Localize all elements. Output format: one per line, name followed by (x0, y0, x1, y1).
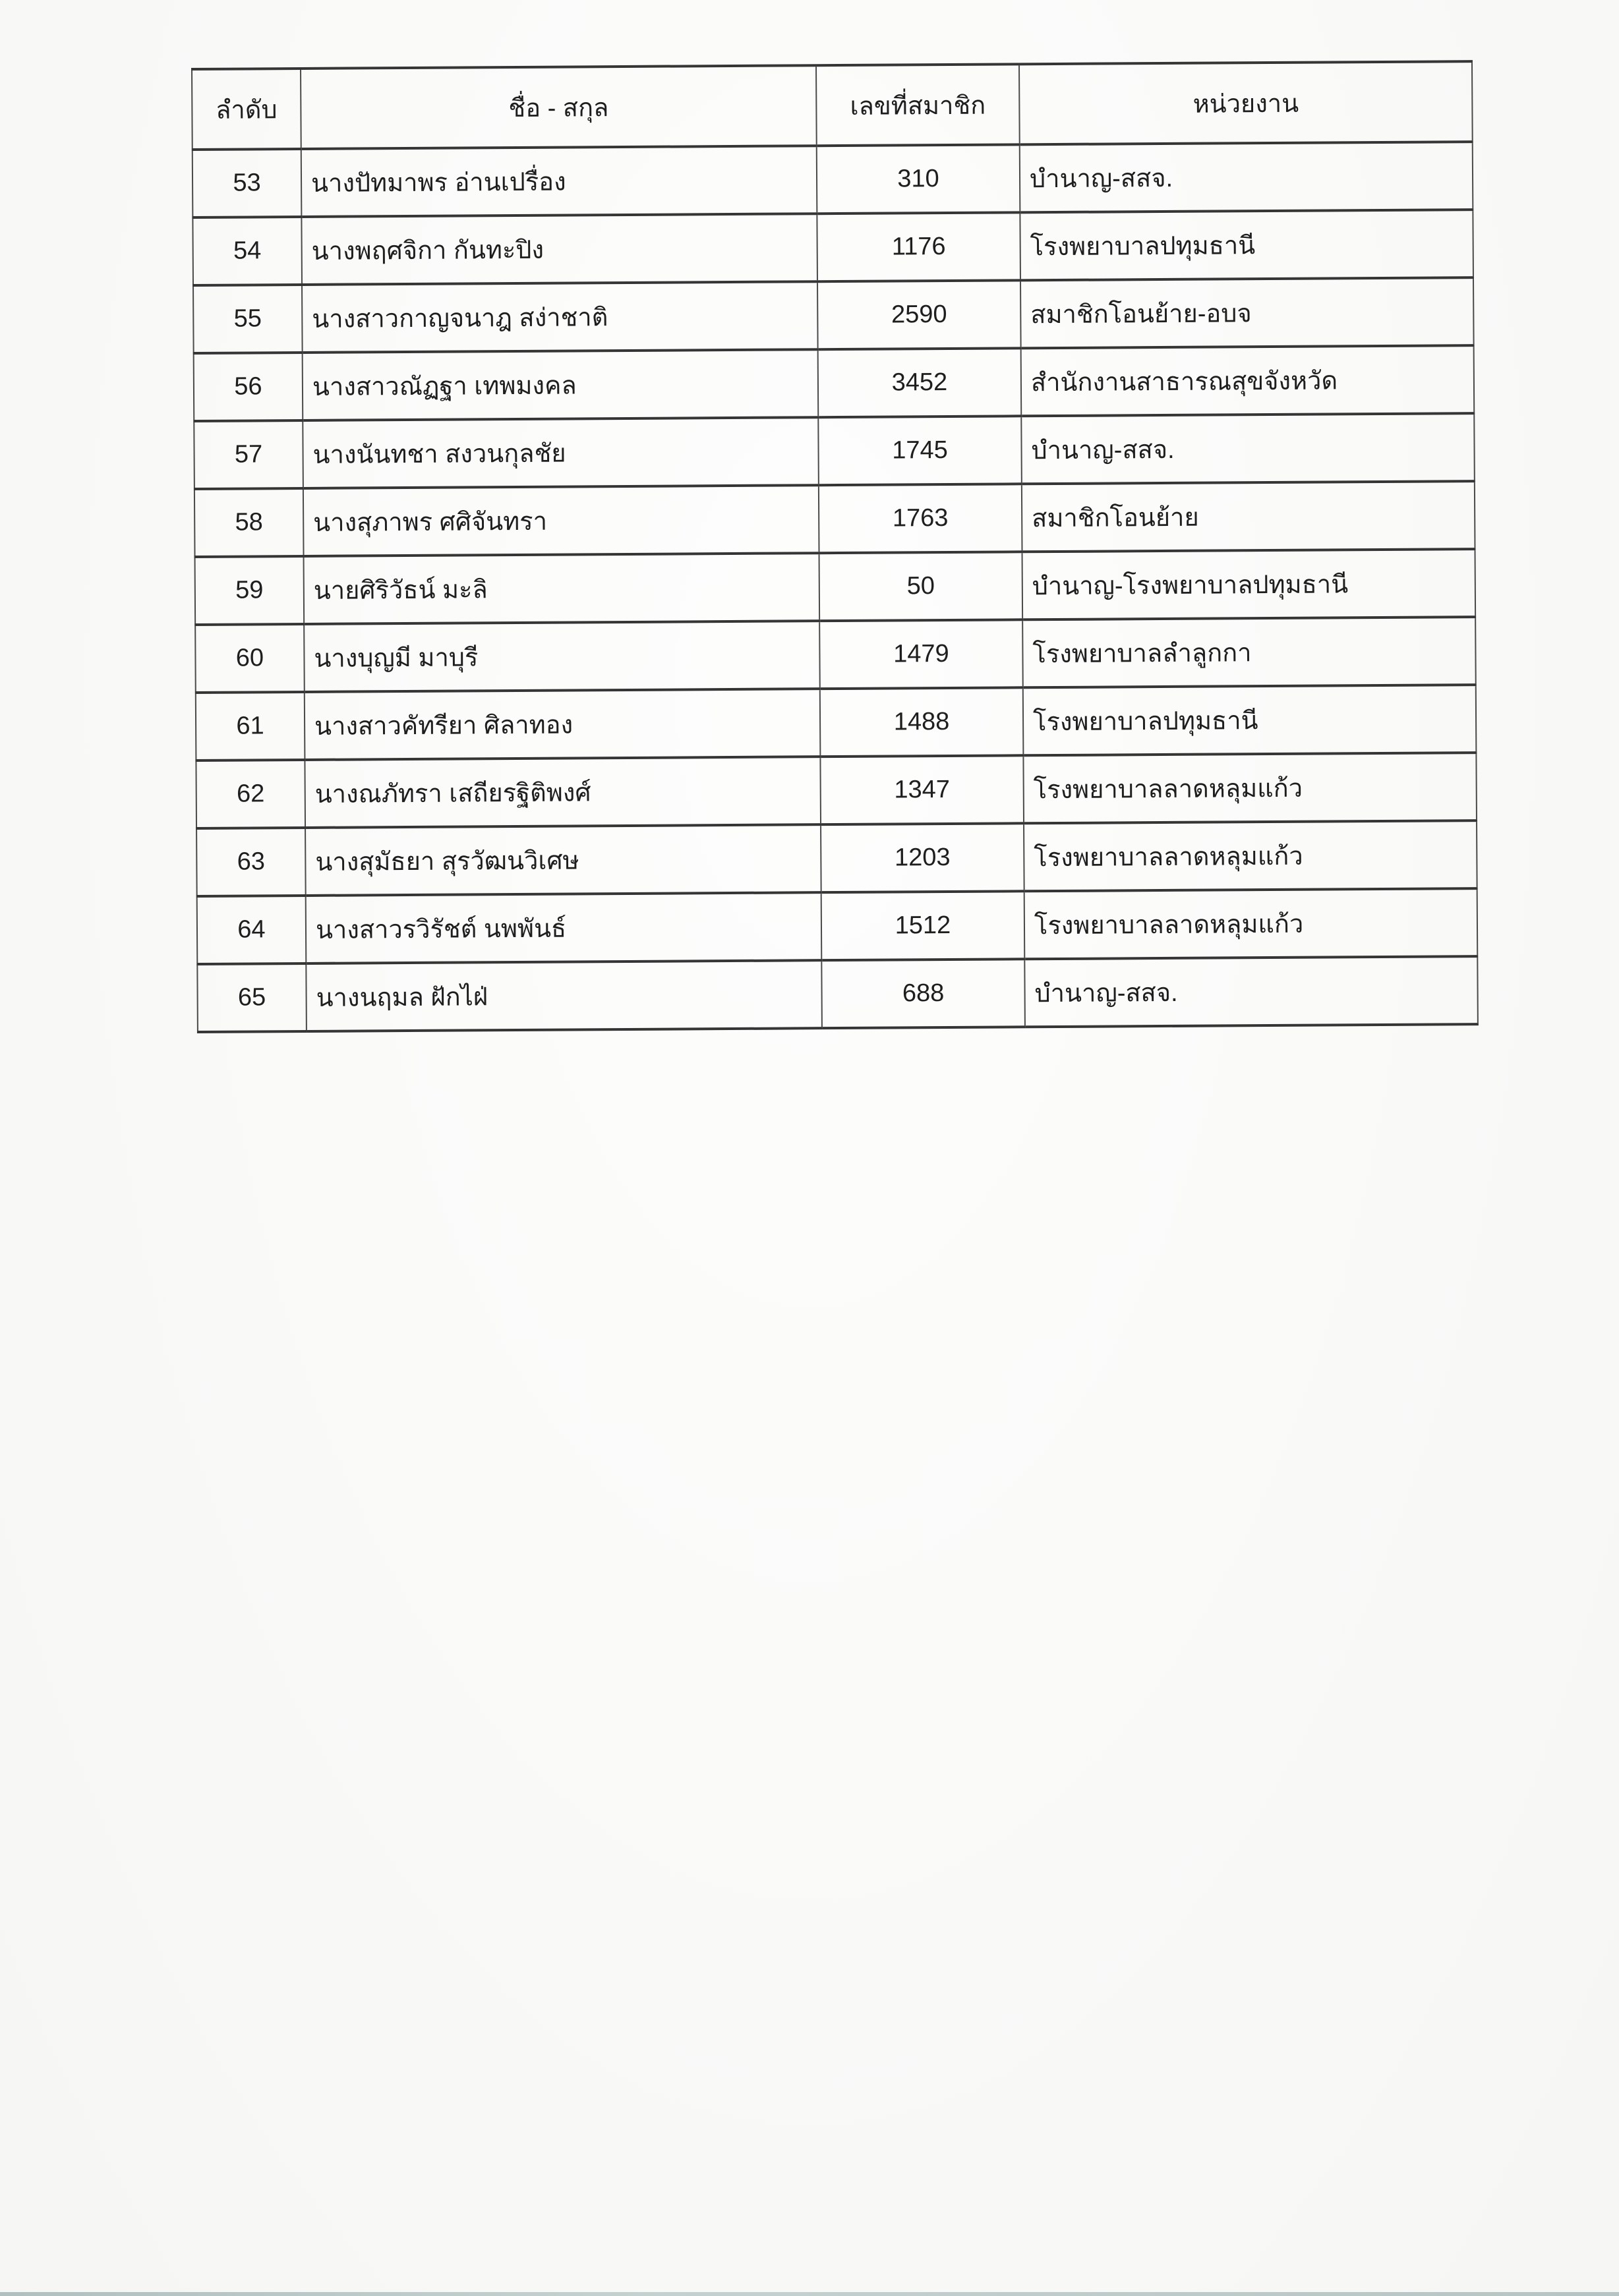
table-row (196, 820, 1477, 896)
order-number-cell: 53 (192, 149, 302, 217)
name-surname-cell: นางพฤศจิกา กันทะปิง (301, 214, 817, 285)
unit-cell: สมาชิกโอนย้าย (1022, 481, 1475, 552)
name-surname-cell: นางปัทมาพร อ่านเปรื่อง (301, 146, 817, 217)
order-number-cell: 63 (196, 828, 306, 896)
unit-cell: โรงพยาบาลลาดหลุมแก้ว (1024, 820, 1477, 891)
name-surname-cell: นางนันทชา สงวนกุลชัย (303, 417, 819, 488)
column-header-order-number: ลำดับ (192, 69, 301, 150)
name-surname-cell: นางนฤมล ฝักไฝ่ (306, 960, 822, 1031)
scan-edge-artifact (0, 2292, 1619, 2296)
unit-cell: โรงพยาบาลลาดหลุมแก้ว (1023, 753, 1477, 823)
member-number-cell: 1347 (820, 755, 1024, 824)
unit-cell: โรงพยาบาลปทุมธานี (1020, 210, 1473, 280)
name-surname-cell: นายศิริวัธน์ มะลิ (304, 553, 820, 624)
name-surname-cell: นางสาวณัฏฐา เทพมงคล (303, 349, 819, 420)
order-number-cell: 59 (195, 556, 305, 625)
order-number-cell: 62 (196, 760, 305, 828)
member-number-cell: 310 (817, 144, 1020, 214)
name-surname-cell: นางสุภาพร ศศิจันทรา (303, 485, 819, 556)
member-number-cell: 50 (819, 552, 1023, 621)
order-number-cell: 56 (194, 353, 303, 421)
unit-cell: บำนาญ-สสจ. (1021, 413, 1475, 484)
table-row (196, 753, 1477, 828)
column-header-name-surname: ชื่อ - สกุล (301, 65, 817, 149)
table-row (193, 277, 1474, 353)
member-number-cell: 2590 (817, 280, 1021, 349)
order-number-cell: 61 (196, 692, 305, 761)
order-number-cell: 54 (192, 217, 302, 285)
member-number-cell: 1176 (817, 212, 1020, 281)
table-row (196, 685, 1477, 761)
member-number-cell: 1763 (819, 484, 1022, 553)
table-row (195, 549, 1476, 625)
order-number-cell: 64 (197, 896, 307, 964)
unit-cell: โรงพยาบาลลำลูกกา (1022, 617, 1476, 687)
member-number-cell: 1488 (820, 687, 1024, 757)
member-roster-table (191, 60, 1479, 1033)
column-header-unit: หน่วยงาน (1019, 61, 1473, 144)
name-surname-cell: นางสาวคัทรียา ศิลาทอง (305, 689, 821, 760)
member-number-cell: 1479 (819, 619, 1023, 689)
order-number-cell: 55 (193, 285, 303, 353)
name-surname-cell: นางสุมัธยา สุรวัฒนวิเศษ (305, 824, 821, 896)
member-number-cell: 1745 (818, 416, 1022, 485)
member-number-cell: 1512 (821, 891, 1025, 960)
unit-cell: สมาชิกโอนย้าย-อบจ (1020, 277, 1474, 348)
member-number-cell: 1203 (821, 823, 1024, 892)
table-row (194, 413, 1475, 489)
unit-cell: โรงพยาบาลลาดหลุมแก้ว (1024, 888, 1478, 959)
name-surname-cell: นางสาวรวิรัชต์ นพพันธ์ (306, 892, 822, 963)
table-row (194, 345, 1475, 421)
table-row (195, 617, 1476, 693)
member-number-cell: 688 (821, 959, 1025, 1028)
name-surname-cell: นางณภัทรา เสถียรฐิติพงศ์ (305, 757, 821, 828)
unit-cell: สำนักงานสาธารณสุขจังหวัด (1021, 345, 1475, 416)
table-row (192, 142, 1473, 217)
unit-cell: บำนาญ-สสจ. (1020, 142, 1473, 212)
unit-cell: โรงพยาบาลปทุมธานี (1023, 685, 1477, 755)
unit-cell: บำนาญ-สสจ. (1024, 956, 1478, 1027)
name-surname-cell: นางบุญมี มาบุรี (304, 621, 820, 692)
table-row (194, 481, 1475, 557)
unit-cell: บำนาญ-โรงพยาบาลปทุมธานี (1022, 549, 1476, 619)
name-surname-cell: นางสาวกาญจนาฎ สง่าชาติ (302, 281, 818, 353)
order-number-cell: 65 (197, 963, 307, 1032)
member-number-cell: 3452 (818, 348, 1022, 417)
order-number-cell: 57 (194, 420, 303, 489)
column-header-member-number: เลขที่สมาชิก (816, 64, 1020, 146)
table-row (197, 956, 1478, 1032)
table-row (197, 888, 1478, 964)
table-header-row (192, 61, 1473, 150)
order-number-cell: 58 (194, 488, 304, 557)
order-number-cell: 60 (195, 624, 305, 693)
table-row (192, 210, 1473, 285)
member-roster-table-container (191, 60, 1477, 1033)
